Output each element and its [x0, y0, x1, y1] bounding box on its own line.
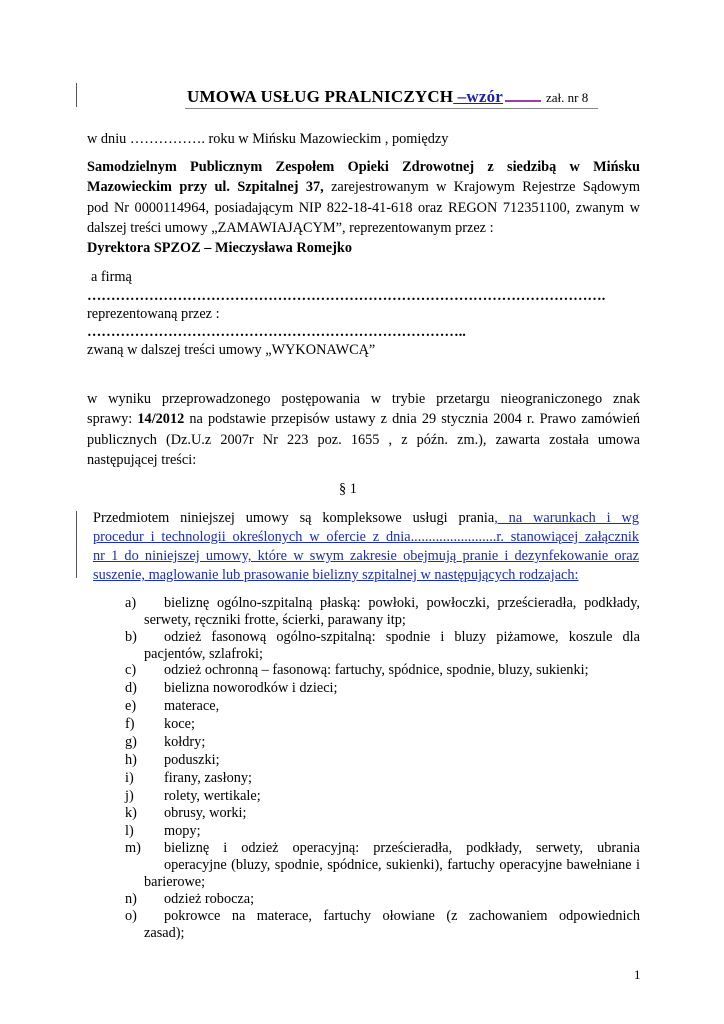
header-rule: [185, 108, 598, 109]
procedure-block: [87, 389, 640, 470]
list-item-text: [144, 595, 640, 629]
list-item-label: f): [125, 716, 135, 732]
contractor-called: zwaną w dalszej treści umowy „WYKONAWCĄ”: [87, 342, 376, 358]
list-item-line: koce;: [164, 716, 195, 732]
revision-bar-2: [76, 511, 77, 578]
list-item-text: [144, 629, 640, 663]
title-template-mark: –wzór: [453, 87, 504, 106]
attachment-label: zał. nr 8: [546, 90, 589, 105]
party1-line3: pod Nr 0000114964, posiadającym NIP 822-18-41-618 oraz REGON 712351100, zwanym w: [87, 199, 640, 216]
procedure-line3: publicznych (Dz.U.z 2007r Nr 223 poz. 1655 , z późn. zm.), zawarta została umowa: [87, 431, 640, 448]
intro-date-line: w dniu ……………. roku w Mińsku Mazowieckim , pomiędzy: [87, 131, 449, 147]
list-item-text: [164, 770, 640, 787]
list-item-label: d): [125, 680, 137, 696]
list-item-text: [164, 716, 640, 733]
list-item-text: [164, 805, 640, 822]
section1-line4: suszenie, maglowanie lub prasowanie bielizny szpitalnej w następujących rodzajach:: [93, 567, 579, 583]
list-item-label: m): [125, 840, 141, 856]
list-item-label: h): [125, 752, 137, 768]
list-item-label: o): [125, 908, 137, 924]
list-item-line: poduszki;: [164, 752, 220, 768]
list-item-line: bieliznę ogólno-szpitalną płaską: powłoki, powłoczki, prześcieradła, podkłady,: [164, 595, 640, 611]
list-item-text: [164, 823, 640, 840]
party1-line2-rest: zarejestrowanym w Krajowym Rejestrze Sądowym: [323, 179, 640, 196]
list-item-line: kołdry;: [164, 734, 206, 750]
list-item-line: odzież robocza;: [164, 891, 255, 907]
case-number: 14/2012: [137, 411, 185, 428]
list-item-label: e): [125, 698, 137, 714]
list-item-line: barierowe;: [144, 874, 206, 890]
list-item-label: l): [125, 823, 134, 839]
section-heading: § 1: [339, 481, 357, 497]
party1-line4: dalszej treści umowy „ZAMAWIAJĄCYM”, reprezentowanym przez :: [87, 219, 494, 236]
list-item-line: rolety, wertikale;: [164, 788, 261, 804]
list-item-line: operacyjne (bluzy, spodnie, spódnice, sukienki), fartuchy operacyjne bawełniane i: [164, 857, 640, 873]
list-item-label: b): [125, 629, 137, 645]
party1-line2-bold: Mazowieckim przy ul. Szpitalnej 37,: [87, 179, 324, 196]
section1-line1-plain: Przedmiotem niniejszej umowy są kompleksowe usługi prania: [93, 510, 495, 526]
firm-label: a firmą: [91, 269, 132, 285]
list-item-label: g): [125, 734, 137, 750]
list-item-label: i): [125, 770, 134, 786]
list-item-line: zasad);: [144, 925, 185, 941]
contract-title: [187, 86, 541, 107]
list-item-label: j): [125, 788, 134, 804]
list-item-text: [164, 788, 640, 805]
director-line: Dyrektora SPZOZ – Mieczysława Romejko: [87, 240, 352, 257]
list-item-line: mopy;: [164, 823, 201, 839]
procedure-line2: [87, 409, 640, 429]
list-item-text: [144, 840, 640, 891]
procedure-line2-a: sprawy:: [87, 411, 138, 428]
section1-text: [93, 509, 639, 585]
list-item-text: [164, 680, 640, 697]
list-item-line: materace,: [164, 698, 220, 714]
list-item-label: n): [125, 891, 137, 907]
list-item-text: [164, 698, 640, 715]
list-item-line: bielizna noworodków i dzieci;: [164, 680, 338, 696]
list-item-line: firany, zasłony;: [164, 770, 253, 786]
list-item-label: k): [125, 805, 137, 821]
list-item-text: [144, 908, 640, 942]
section1-line1: [93, 509, 639, 528]
list-item-line: obrusy, worki;: [164, 805, 247, 821]
list-item-text: [164, 734, 640, 751]
represented-label: reprezentowaną przez :: [87, 306, 220, 322]
list-item-line: pacjentów, szlafroki;: [144, 646, 263, 662]
list-item-text: [164, 752, 640, 769]
title-main: UMOWA USŁUG PRALNICZYCH: [187, 87, 454, 106]
party1-block: [87, 157, 640, 258]
represented-dots: ……………………………………………………………………..: [87, 324, 466, 340]
list-item-line: bieliznę i odzież operacyjną: prześcieradła, podkłady, serwety, ubrania: [164, 840, 640, 856]
list-item-label: a): [125, 595, 137, 611]
party1-line2: [87, 177, 640, 197]
section1-line3: nr 1 do niniejszej umowy, które w swym zakresie obejmują pranie i dezynfekowanie oraz: [93, 548, 639, 564]
party1-line1: Samodzielnym Publicznym Zespołem Opieki Zdrowotnej z siedzibą w Mińsku: [87, 159, 640, 175]
list-item-line: pokrowce na materace, fartuchy ołowiane (z zachowaniem odpowiednich: [164, 908, 640, 924]
list-item-line: odzież fasonową ogólno-szpitalną: spodnie i bluzy piżamowe, koszule dla: [164, 629, 640, 645]
list-item-text: [164, 891, 640, 908]
procedure-line2-b: na podstawie przepisów ustawy z dnia 29 stycznia 2004 r. Prawo zamówień: [184, 411, 640, 428]
revision-bar: [76, 83, 77, 107]
section1-line2: procedur i technologii określonych w ofercie z dnia........................r. stanowiącej załącznik: [93, 529, 639, 545]
page-number: 1: [634, 967, 641, 982]
list-item-label: c): [125, 662, 137, 678]
procedure-line1: w wyniku przeprowadzonego postępowania w trybie przetargu nieograniczonego znak: [87, 391, 640, 407]
list-item-text: [164, 662, 640, 679]
firm-dots: ……………………………………………………………………………………………….: [87, 288, 606, 304]
list-item-line: odzież ochronną – fasonową: fartuchy, spódnice, spodnie, bluzy, sukienki;: [164, 662, 589, 678]
procedure-line4: następującej treści:: [87, 451, 197, 468]
section1-line1-tracked: , na warunkach i wg: [494, 510, 639, 526]
title-underline-blank: [505, 86, 541, 102]
list-item-line: serwety, ręczniki frotte, ścierki, parawany itp;: [144, 612, 406, 628]
